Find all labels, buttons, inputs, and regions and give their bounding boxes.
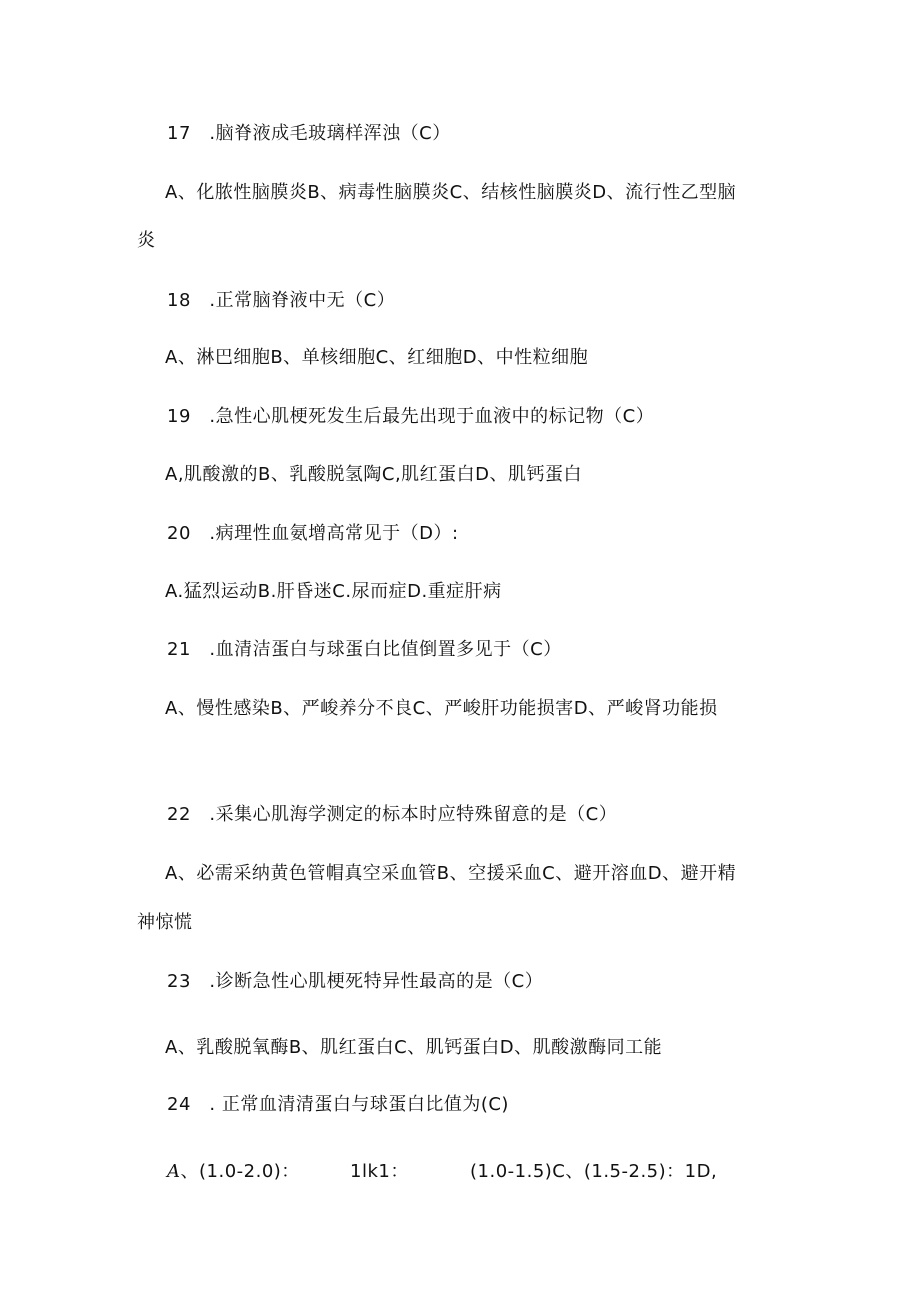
question-24-option-b: 1lk1： <box>350 1161 409 1182</box>
question-17-options: A、化脓性脑膜炎B、病毒性脑膜炎C、结核性脑膜炎D、流行性乙型脑 <box>165 182 737 203</box>
question-23-stem: 23 .诊断急性心肌梗死特异性最高的是（C） <box>167 971 544 992</box>
question-22-options-continued: 神惊慌 <box>137 912 193 933</box>
question-20-stem: 20 .病理性血氨增高常见于（D）: <box>167 523 459 544</box>
question-17-stem: 17 .脑脊液成毛玻璃样浑浊（C） <box>167 123 451 144</box>
question-17-options-continued: 炎 <box>137 230 156 251</box>
question-18-options: A、淋巴细胞B、单核细胞C、红细胞D、中性粒细胞 <box>165 347 589 368</box>
question-19-stem: 19 .急性心肌梗死发生后最先出现于血液中的标记物（C） <box>167 406 655 427</box>
question-24-option-c-d: (1.0-1.5)C、(1.5-2.5)：1D, <box>470 1161 718 1182</box>
question-22-options: A、必需采纳黄色管帽真空采血管B、空援采血C、避开溶血D、避开精 <box>165 863 737 884</box>
question-18-stem: 18 .正常脑脊液中无（C） <box>167 290 396 311</box>
question-21-stem: 21 .血清洁蛋白与球蛋白比值倒置多见于（C） <box>167 639 562 660</box>
option-letter-a: A <box>167 1161 181 1182</box>
question-24-stem: 24 . 正常血清清蛋白与球蛋白比值为(C) <box>167 1094 509 1115</box>
question-20-options: A.猛烈运动B.肝昏迷C.尿而症D.重症肝病 <box>165 581 502 602</box>
question-24-options <box>0 1160 920 1184</box>
question-23-options: A、乳酸脱氧酶B、肌红蛋白C、肌钙蛋白D、肌酸激酶同工能 <box>165 1037 663 1058</box>
question-21-options: A、慢性感染B、严峻养分不良C、严峻肝功能损害D、严峻肾功能损 <box>165 698 718 719</box>
question-19-options: A,肌酸激的B、乳酸脱氢陶C,肌红蛋白D、肌钙蛋白 <box>165 464 583 485</box>
question-22-stem: 22 .采集心肌海学测定的标本时应特殊留意的是（C） <box>167 804 618 825</box>
question-24-option-a <box>167 1160 300 1184</box>
option-a-range: 、(1.0-2.0)： <box>180 1161 300 1182</box>
